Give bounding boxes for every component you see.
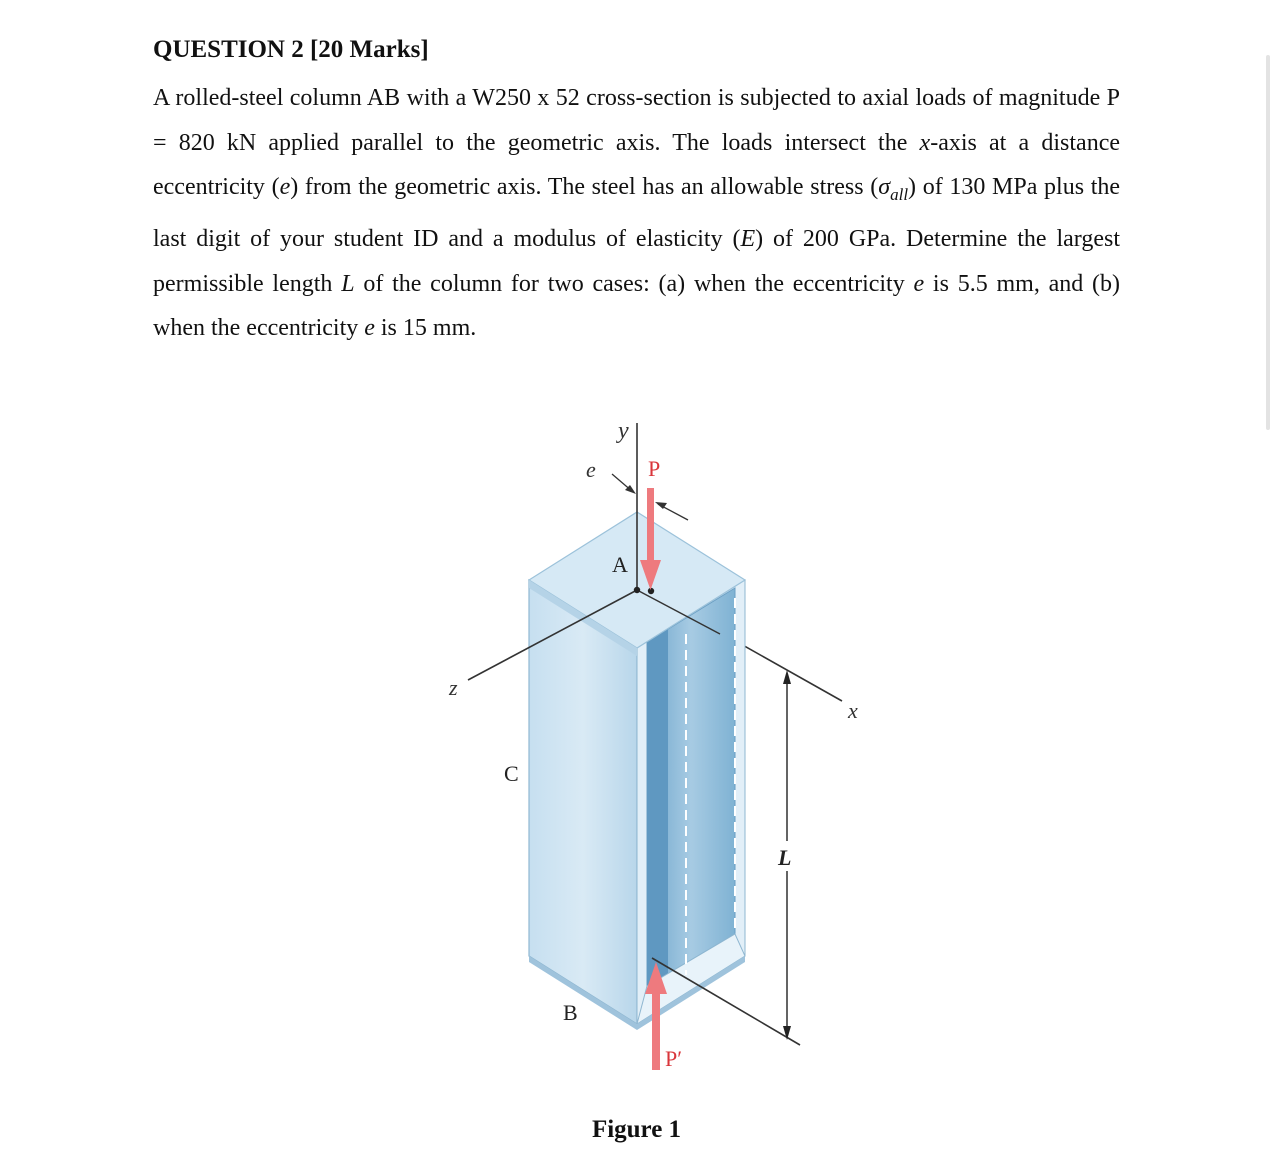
label-l: L xyxy=(778,845,792,870)
label-z: z xyxy=(449,675,458,700)
label-y: y xyxy=(618,418,629,444)
label-x: x xyxy=(848,698,858,723)
question-text: A rolled-steel column AB with a W250 x 52 cross-section is subjected to axial loads of magnitude P = 820 kN applied parallel to the geometric axis. The loads intersect the x-axis at a distance eccentricity (e) from the geometric axis. The steel has an allowable stress $(\sigma_{all})$ of 130 MPa plus the last digit of your student ID and a modulus of elasticity (E) of 200 GPa. Determine the largest permissible length L of the column for two cases: (a) when the eccentricity e is 5.5 mm, and (b) when the eccentricity e is 15 mm. xyxy=(153,85,1121,342)
question-heading: QUESTION 2 [20 Marks] xyxy=(153,36,429,63)
load-point-top xyxy=(648,588,654,594)
centroid-point xyxy=(634,587,640,593)
label-a: A xyxy=(612,552,628,577)
label-e: e xyxy=(586,457,596,482)
figure-caption: Figure 1 xyxy=(591,1116,682,1143)
label-p: P xyxy=(648,456,661,481)
label-b: B xyxy=(563,1000,578,1025)
label-p-prime: P′ xyxy=(665,1046,683,1071)
label-c: C xyxy=(504,761,519,786)
